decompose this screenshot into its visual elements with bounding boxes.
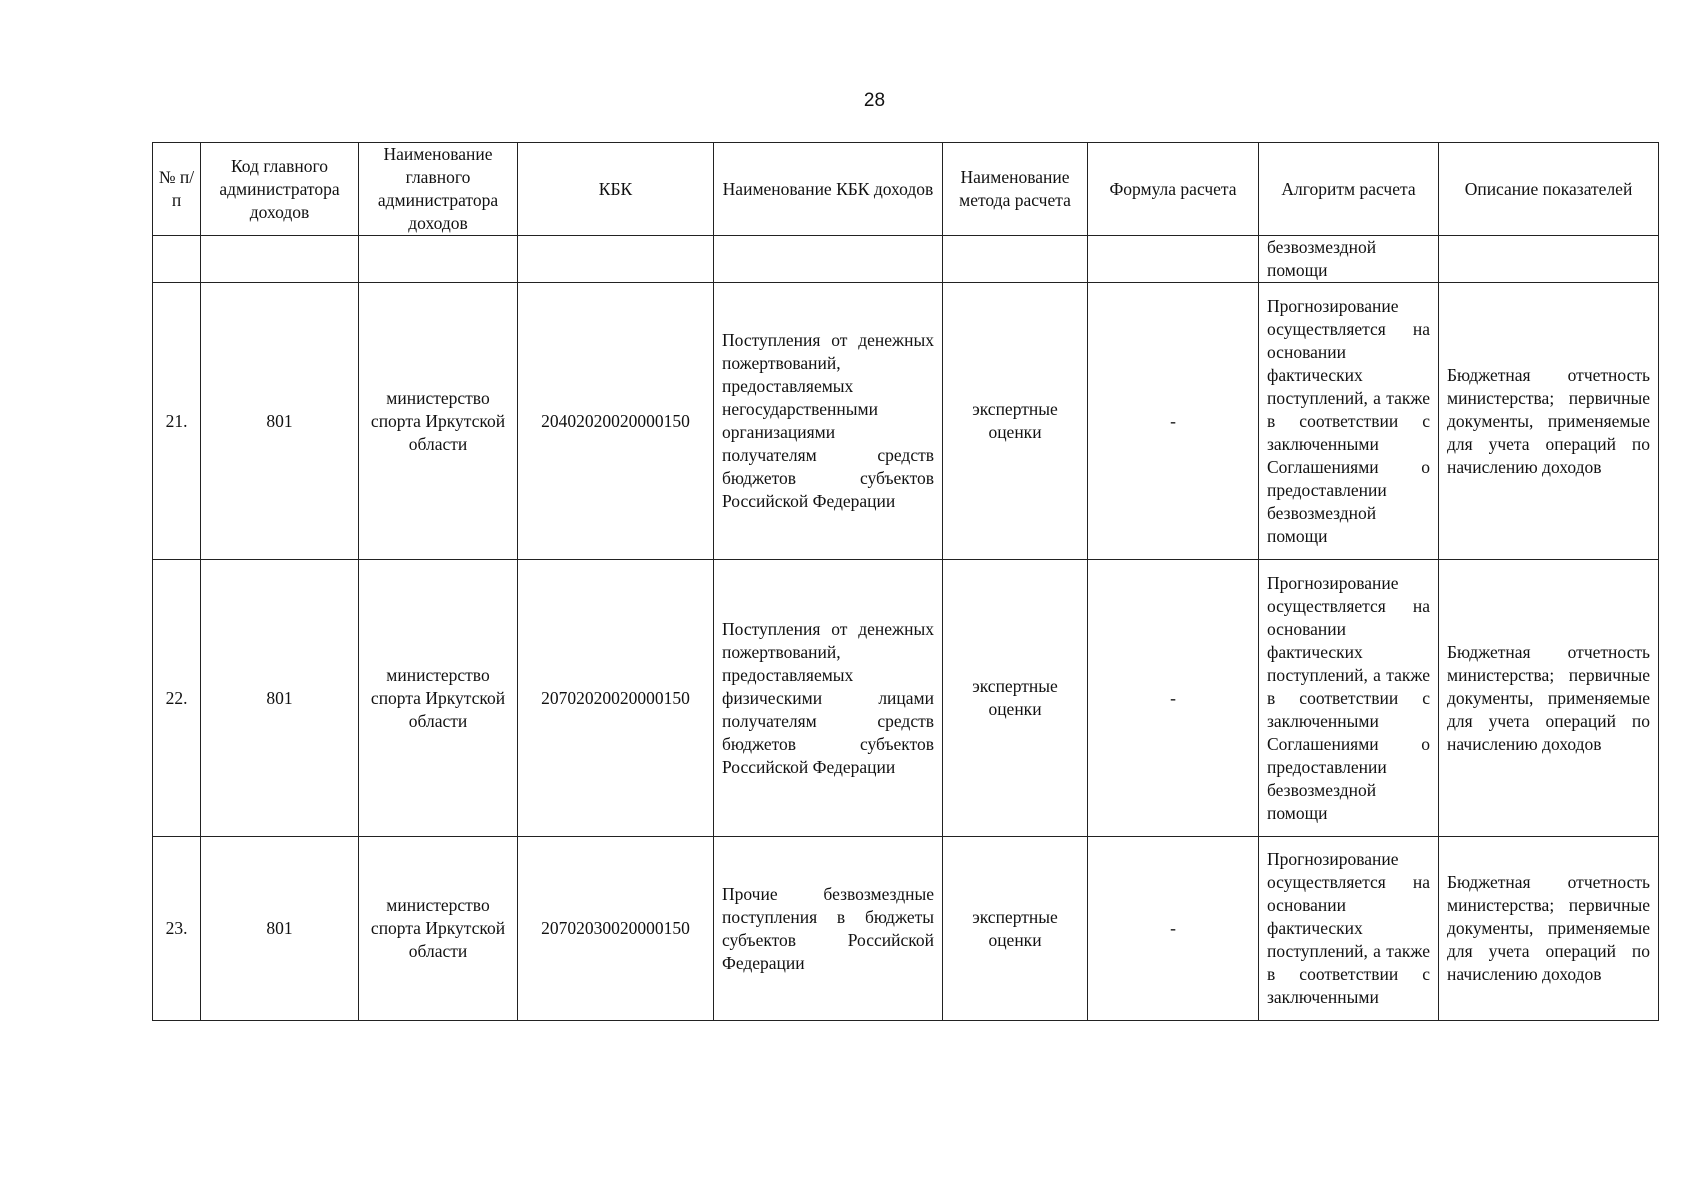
header-algorithm: Алгоритм расчета [1259,143,1439,236]
cell-admin-name: министерство спорта Иркутской области [359,560,518,837]
cell-algorithm: Прогнозирование осуществляется на основании фактических поступлений, а также в соответствии с заключенными Соглашениями о предоставлении безвозмездной помощи [1259,560,1439,837]
table-row [153,837,1659,1021]
cell-empty [518,236,714,283]
header-kbk-name: Наименование КБК доходов [714,143,943,236]
cell-algorithm: Прогнозирование осуществляется на основании фактических поступлений, а также в соответствии с заключенными [1259,837,1439,1021]
cell-description: Бюджетная отчетность министерства; первичные документы, применяемые для учета операций по начислению доходов [1439,283,1659,560]
cell-admin-name: министерство спорта Иркутской области [359,837,518,1021]
cell-empty [153,236,201,283]
cell-kbk-name: Прочие безвозмездные поступления в бюджеты субъектов Российской Федерации [714,837,943,1021]
cell-method: экспертные оценки [943,560,1088,837]
cell-kbk: 20702030020000150 [518,837,714,1021]
revenue-forecast-table [152,142,1659,1021]
cell-kbk: 20702020020000150 [518,560,714,837]
table-row [153,560,1659,837]
cell-empty [943,236,1088,283]
cell-empty [714,236,943,283]
cell-formula: - [1088,837,1259,1021]
cell-empty [359,236,518,283]
cell-empty [1439,236,1659,283]
cell-num: 21. [153,283,201,560]
cell-method: экспертные оценки [943,837,1088,1021]
cell-code: 801 [201,560,359,837]
table-row-continuation [153,236,1659,283]
table-row [153,283,1659,560]
header-description: Описание показателей [1439,143,1659,236]
cell-num: 23. [153,837,201,1021]
cell-num: 22. [153,560,201,837]
cell-description: Бюджетная отчетность министерства; первичные документы, применяемые для учета операций по начислению доходов [1439,560,1659,837]
cell-admin-name: министерство спорта Иркутской области [359,283,518,560]
cell-kbk-name: Поступления от денежных пожертвований, предоставляемых негосударственными организациями получателям средств бюджетов субъектов Российской Федерации [714,283,943,560]
cell-empty [201,236,359,283]
cell-method: экспертные оценки [943,283,1088,560]
cell-kbk-name: Поступления от денежных пожертвований, предоставляемых физическими лицами получателям средств бюджетов субъектов Российской Федерации [714,560,943,837]
cell-code: 801 [201,283,359,560]
cell-formula: - [1088,560,1259,837]
cell-kbk: 20402020020000150 [518,283,714,560]
cell-code: 801 [201,837,359,1021]
table-header-row [153,143,1659,236]
cell-empty [1088,236,1259,283]
cell-formula: - [1088,283,1259,560]
header-kbk: КБК [518,143,714,236]
cell-description: Бюджетная отчетность министерства; первичные документы, применяемые для учета операций по начислению доходов [1439,837,1659,1021]
header-code: Код главного администратора доходов [201,143,359,236]
header-method: Наименование метода расчета [943,143,1088,236]
header-num: № п/п [153,143,201,236]
header-admin-name: Наименование главного администратора доходов [359,143,518,236]
header-formula: Формула расчета [1088,143,1259,236]
cell-algorithm: безвозмездной помощи [1259,236,1439,283]
cell-algorithm: Прогнозирование осуществляется на основании фактических поступлений, а также в соответствии с заключенными Соглашениями о предоставлении безвозмездной помощи [1259,283,1439,560]
page-number: 28 [863,90,886,111]
